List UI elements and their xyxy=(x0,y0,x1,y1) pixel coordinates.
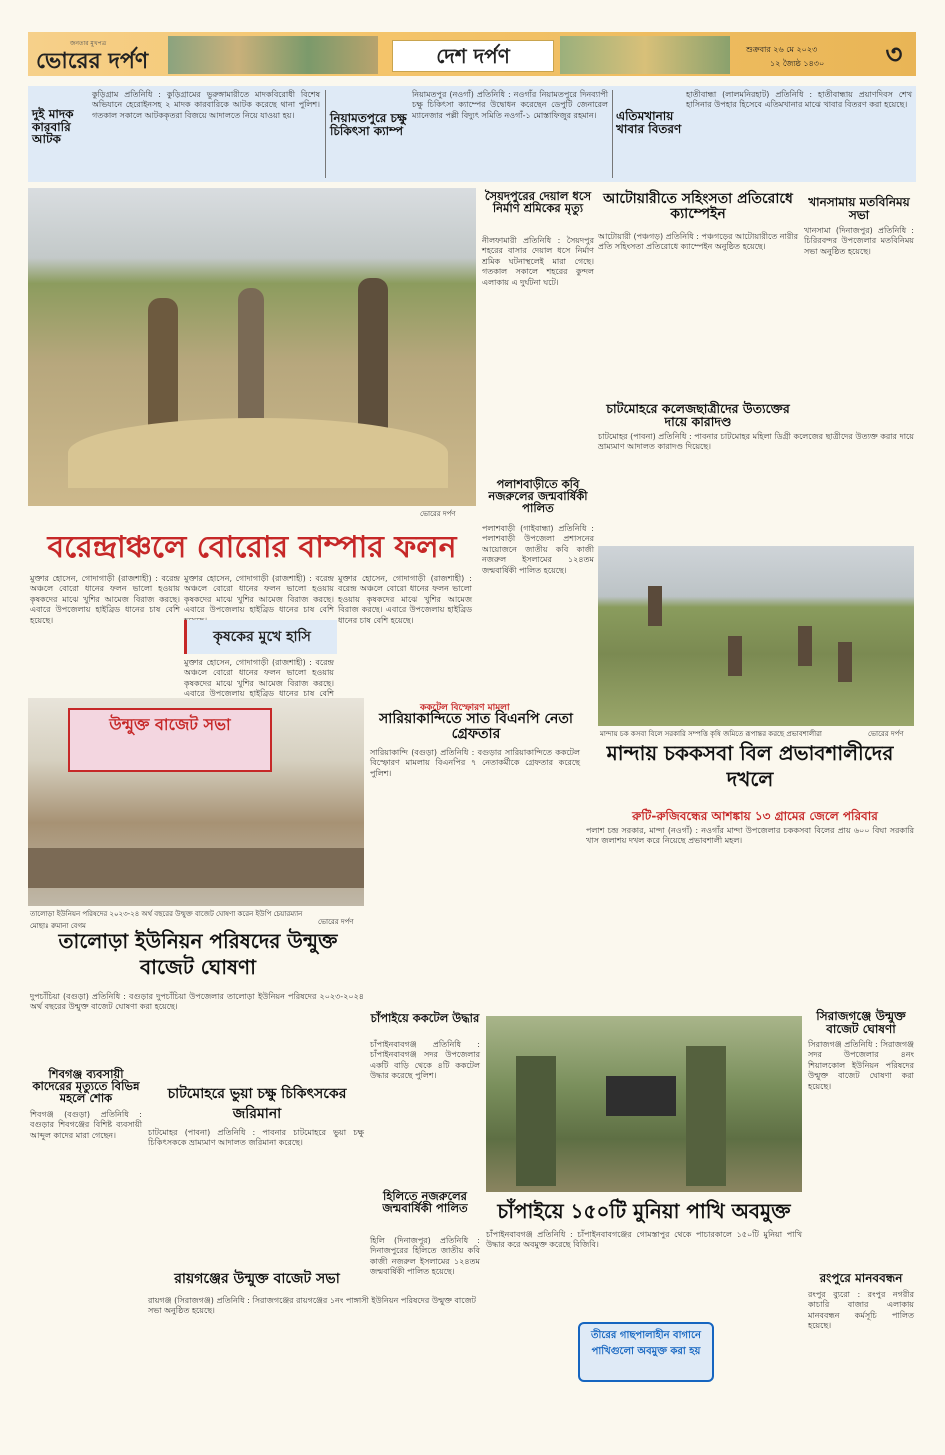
atwari-headline: আটোয়ারীতে সহিংসতা প্রতিরোধে ক্যাম্পেইন xyxy=(603,191,793,222)
rangpur-body: রংপুর ব্যুরো : রংপুর নগরীর কাচারি বাজার এলাকায় মানববন্ধন কর্মসূচি পালিত হয়েছে। xyxy=(808,1290,914,1331)
masthead-date-weekday: শুক্রবার ২৬ মে ২০২৩ xyxy=(746,45,818,54)
barind-subhead: কৃষকের মুখে হাসি xyxy=(213,629,311,645)
palashbari-headline: পলাশবাড়ীতে কবি নজরুলের জন্মবার্ষিকী পালিত xyxy=(488,477,588,516)
mandda-subhead: রুটি-রুজিবন্ধের আশঙ্কায় ১৩ গ্রামের জেলে পরিবার xyxy=(632,809,878,823)
budget-banner-text: উন্মুক্ত বাজেট সভা xyxy=(109,715,231,734)
strip2-body: নিয়ামতপুর (নওগাঁ) প্রতিনিধি : নওগাঁর নিয়ামতপুরে দিনব্যাপী চক্ষু চিকিৎসা ক্যাম্পের উদ্বোধন করেছেন ডেপুটি জেনারেল ম্যানেজার পল্লী বিদ্যুৎ সমিতি নওগাঁ-১ মোস্তাফিজুর রহমান। xyxy=(412,90,608,120)
chatmohar1-headline: চাটমোহরে কলেজছাত্রীদের উত্যক্তের দায়ে কারাদণ্ড xyxy=(606,401,790,430)
munia-body: চাঁপাইনবাবগঞ্জ প্রতিনিধি : চাঁপাইনবাবগঞ্জের গোমস্তাপুর থেকে পাচারকালে ১৫০টি মুনিয়া পাখি উদ্ধার করে অবমুক্ত করেছে বিজিবি। xyxy=(486,1230,802,1250)
sariakandi-headline: সারিয়াকান্দিতে সাত বিএনপি নেতা গ্রেফতার xyxy=(379,711,573,742)
chatmohar1-body: চাটমোহর (পাবনা) প্রতিনিধি : পাবনার চাটমোহর মহিলা ডিগ্রী কলেজের ছাত্রীদের উত্যক্ত করার দায়ে ভ্রাম্যমাণ আদালত কারাদণ্ড দিয়েছে। xyxy=(598,432,914,452)
strip-divider-1 xyxy=(325,90,326,178)
hili-body: হিলি (দিনাজপুর) প্রতিনিধি : দিনাজপুরের হিলিতে জাতীয় কবি কাজী নজরুল ইসলামের ১২৪তম জন্মবার্ষিকী পালিত হয়েছে। xyxy=(370,1236,480,1277)
photo-paddy-threshing xyxy=(28,188,476,506)
chapai-cocktail-headline: চাঁপাইয়ে ককটেল উদ্ধার xyxy=(370,1011,480,1025)
photo-budget-caption: তালোড়া ইউনিয়ন পরিষদের ২০২৩-২৪ অর্থ বছরের উন্মুক্ত বাজেট ঘোষণা করেন ইউপি চেয়ারম্যান মোছাঃ রুমানা বেগম xyxy=(30,910,303,930)
atwari-body: আটোয়ারী (পঞ্চগড়) প্রতিনিধি : পঞ্চগড়ের আটোয়ারীতে নারীর প্রতি সহিংসতা প্রতিরোধে ক্যাম্পেইন অনুষ্ঠিত হয়েছে। xyxy=(598,232,798,252)
strip-divider-2 xyxy=(612,90,613,178)
sayedpur-headline: সৈয়দপুরের দেয়াল ধসে নির্মাণ শ্রমিকের মৃত্যু xyxy=(484,189,592,216)
chatmohar2-body: চাটমোহর (পাবনা) প্রতিনিধি : পাবনার চাটমোহরে ভুয়া চক্ষু চিকিৎসককে ভ্রাম্যমাণ আদালত জরিমানা করেছে। xyxy=(148,1128,364,1148)
photo-field-credit: ভোরের দর্পণ xyxy=(868,730,904,738)
barind-body-col2b: মুক্তার হোসেন, গোদাগাড়ী (রাজশাহী) : বরেন্দ্র অঞ্চলে বোরো ধানের ফলন ভালো হওয়ায় কৃষকদের মাঝে খুশির আমেজ বিরাজ করছে। এবারে উপজেলায় হাইব্রিড ধানের চাষ বেশি xyxy=(184,658,334,699)
shibganj-headline: শিবগঞ্জ ব্যবসায়ী কাদেরের মৃত্যুতে বিভিন্ন মহলে শোক xyxy=(32,1067,140,1106)
raiganj-body: রায়গঞ্জ (সিরাজগঞ্জ) প্রতিনিধি : সিরাজগঞ্জের রায়গঞ্জের ১নং পাঙ্গাসী ইউনিয়ন পরিষদের উন্মুক্ত বাজেট সভা অনুষ্ঠিত হয়েছে। xyxy=(148,1296,476,1316)
masthead-photo-strip-right xyxy=(560,36,730,74)
photo-bird-release xyxy=(486,1016,802,1192)
section-title: দেশ দর্পণ xyxy=(392,40,554,72)
chapai-cocktail-body: চাঁপাইনবাবগঞ্জ প্রতিনিধি : চাঁপাইনবাবগঞ্জ সদর উপজেলার একটি বাড়ি থেকে ৪টি ককটেল উদ্ধার করেছে পুলিশ। xyxy=(370,1040,480,1081)
photo-budget-credit: ভোরের দর্পণ xyxy=(318,918,354,926)
sirajganj-headline: সিরাজগঞ্জে উন্মুক্ত বাজেট ঘোষণা xyxy=(816,1009,906,1036)
mandda-headline: মান্দায় চককসবা বিল প্রভাবশালীদের দখলে xyxy=(606,741,894,791)
masthead-date-bengali: ১২ জ্যৈষ্ঠ ১৪৩০ xyxy=(770,59,825,68)
sayedpur-body: নীলফামারী প্রতিনিধি : সৈয়দপুর শহরের বাসার দেয়াল ধসে নির্মাণ শ্রমিক ঘটনাস্থলেই মারা গেছে। গতকাল সকালে শহরের কুন্দল এলাকায় এ দুর্ঘটনা ঘটে। xyxy=(482,236,594,287)
shibganj-body: শিবগঞ্জ (বগুড়া) প্রতিনিধি : বগুড়ার শিবগঞ্জের বিশিষ্ট ব্যবসায়ী আব্দুল কাদের মারা গেছেন। xyxy=(30,1110,142,1140)
masthead xyxy=(0,0,945,84)
taloda-headline: তালোড়া ইউনিয়ন পরিষদের উন্মুক্ত বাজেট ঘোষণা xyxy=(58,929,338,979)
strip3-body: হাতীবান্ধা (লালমনিরহাট) প্রতিনিধি : হাতীবান্ধায় প্রয়াণদিবস শেখ হাসিনার উপহার হিসেবে এতিমখানার মাঝে খাবার বিতরণ করা হয়েছে। xyxy=(686,90,912,110)
photo-budget-meeting xyxy=(28,698,364,906)
photo-field-workers xyxy=(598,546,914,726)
taloda-body: দুপচাঁচিয়া (বগুড়া) প্রতিনিধি : বগুড়ার দুপচাঁচিয়া উপজেলার তালোড়া ইউনিয়ন পরিষদের ২০২৩-২০২৪ অর্থ বছরের উন্মুক্ত বাজেট ঘোষণা করা হয়েছে। xyxy=(30,992,364,1012)
mandda-body: পলাশ চন্দ্র সরকার, মান্দা (নওগাঁ) : নওগাঁর মান্দা উপজেলার চককসবা বিলের প্রায় ৬০০ বিঘা সরকারি খাস জলাশয় দখল করে নিয়েছে প্রভাবশালী মহল। xyxy=(586,826,914,846)
strip2-headline: নিয়ামতপুরে চক্ষু চিকিৎসা ক্যাম্প xyxy=(330,111,407,138)
sariakandi-kicker: ককটেল বিস্ফোরণ মামলা xyxy=(420,703,510,713)
sirajganj-body: সিরাজগঞ্জ প্রতিনিধি : সিরাজগঞ্জ সদর উপজেলার ৪নং শিয়ালকোল ইউনিয়ন পরিষদের উন্মুক্ত বাজেট ঘোষণা করা হয়েছে। xyxy=(808,1040,914,1091)
barind-body-col2: মুক্তার হোসেন, গোদাগাড়ী (রাজশাহী) : বরেন্দ্র অঞ্চলে বোরো ধানের ফলন ভালো হওয়ায় কৃষকদের মাঝে খুশির আমেজ বিরাজ করছে। এবারে উপজেলায় হাইব্রিড ধানের চাষ বেশি xyxy=(184,574,334,615)
palashbari-body: পলাশবাড়ী (গাইবান্ধা) প্রতিনিধি : পলাশবাড়ী উপজেলা প্রশাসনের আয়োজনে জাতীয় কবি কাজী নজরুল ইসলামের ১২৪তম জন্মবার্ষিকী পালিত হয়েছে। xyxy=(482,524,594,575)
masthead-tagline: জনতার মুখপত্র xyxy=(70,40,107,47)
khansama-headline: খানসামায় মতবিনিময় সভা xyxy=(808,195,910,222)
sariakandi-body: সারিয়াকান্দি (বগুড়া) প্রতিনিধি : বগুড়ার সারিয়াকান্দিতে ককটেল বিস্ফোরণ মামলায় বিএনপির ৭ নেতাকর্মীকে গ্রেফতার করেছে পুলিশ। xyxy=(370,748,580,778)
budget-banner xyxy=(68,708,272,772)
barind-body-col1: মুক্তার হোসেন, গোদাগাড়ী (রাজশাহী) : বরেন্দ্র অঞ্চলে বোরো ধানের ফলন ভালো হওয়ায় কৃষকদের মাঝে খুশির আমেজ বিরাজ করছে। এবারে উপজেলায় হাইব্রিড ধানের চাষ বেশি হয়েছে। xyxy=(30,574,180,625)
raiganj-headline: রায়গঞ্জের উন্মুক্ত বাজেট সভা xyxy=(174,1271,340,1287)
strip1-body: কুড়িগ্রাম প্রতিনিধি : কুড়িগ্রামের ভুরুঙ্গামারীতে মাদকবিরোধী বিশেষ অভিযানে হেরোইনসহ ২ মাদক কারবারিকে আটক করেছে থানা পুলিশ। গতকাল সকালে আটককৃতরা বিজয়ে আদালতে নিয়ে যাওয়া হয়। xyxy=(92,90,320,120)
rangpur-headline: রংপুরে মানববন্ধন xyxy=(819,1271,903,1285)
barind-subhead-box xyxy=(184,620,337,654)
munia-callout-box xyxy=(578,1322,714,1382)
khansama-body: খানসামা (দিনাজপুর) প্রতিনিধি : চিরিরবন্দর উপজেলার মতবিনিময় সভা অনুষ্ঠিত হয়েছে। xyxy=(804,226,914,256)
strip1-headline: দুই মাদক কারবারি আটক xyxy=(32,107,74,147)
photo-field-caption: মান্দায় চক কসবা বিলে সরকারি সম্পত্তি কৃষি জমিতে রূপান্তর করছে প্রভাবশালীরা xyxy=(600,730,822,738)
page-number: ৩ xyxy=(885,40,903,70)
photo-paddy-credit: ভোরের দর্পণ xyxy=(420,510,456,518)
paper-logo: ভোরের দর্পণ xyxy=(36,48,149,74)
munia-callout: তীরের গাছপালাহীন বাগানে পাখিগুলো অবমুক্ত করা হয় xyxy=(591,1330,701,1357)
masthead-photo-strip-left xyxy=(168,36,378,74)
hili-headline: হিলিতে নজরুলের জন্মবার্ষিকী পালিত xyxy=(382,1189,468,1216)
strip3-headline: এতিমখানায় খাবার বিতরণ xyxy=(616,109,682,136)
barind-headline: বরেন্দ্রাঞ্চলে বোরোর বাম্পার ফলন xyxy=(47,530,457,565)
chatmohar2-headline: চাটমোহরে ভুয়া চক্ষু চিকিৎসকের জরিমানা xyxy=(167,1086,347,1122)
barind-body-col3: মুক্তার হোসেন, গোদাগাড়ী (রাজশাহী) : বরেন্দ্র অঞ্চলে বোরো ধানের ফলন ভালো হওয়ায় কৃষকদের মাঝে খুশির আমেজ বিরাজ করছে। এবারে উপজেলায় হাইব্রিড ধানের চাষ বেশি হয়েছে। xyxy=(338,574,472,625)
munia-headline: চাঁপাইয়ে ১৫০টি মুনিয়া পাখি অবমুক্ত xyxy=(497,1199,791,1223)
